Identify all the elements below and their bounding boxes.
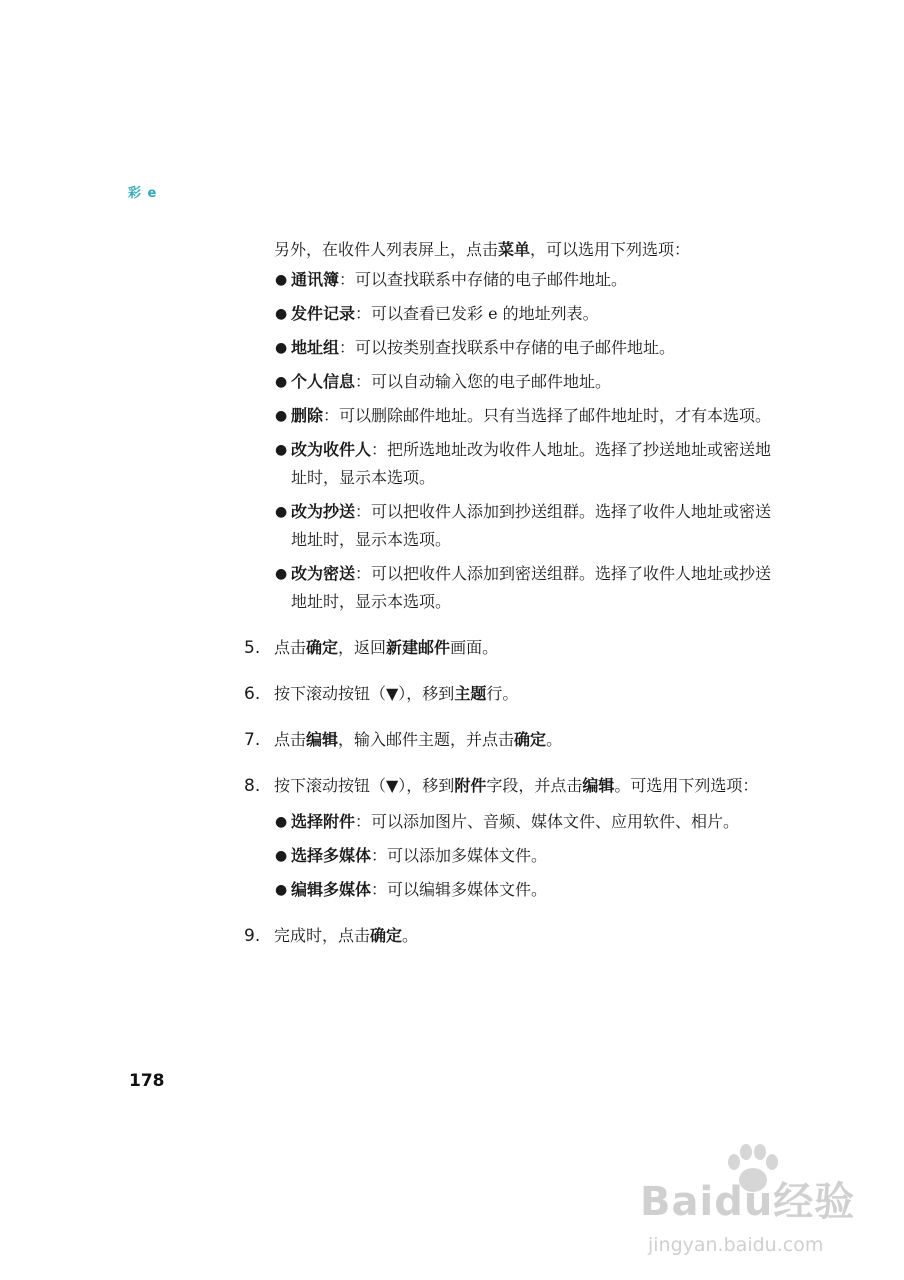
- intro-paragraph: [274, 236, 774, 266]
- list-item: ● 改为收件人：把所选地址改为收件人地址。选择了抄送地址或密送地址时，显示本选项。: [275, 436, 774, 492]
- intro-text-end: ，可以选用下列选项：: [530, 240, 691, 259]
- baidu-watermark: [640, 1140, 870, 1270]
- bullet-icon: ●: [275, 814, 288, 830]
- intro-menu-term: 菜单: [498, 240, 531, 259]
- list-item: ● 编辑多媒体：可以编辑多媒体文件。: [275, 876, 774, 904]
- bullet-icon: ●: [275, 566, 288, 582]
- bullet-icon: ●: [275, 306, 288, 322]
- bullet-icon: ●: [275, 340, 288, 356]
- bullet-icon: ●: [275, 442, 288, 458]
- bullet-icon: ●: [275, 408, 288, 424]
- bullet-icon: ●: [275, 504, 288, 520]
- list-item: ● 选择附件：可以添加图片、音频、媒体文件、应用软件、相片。: [275, 808, 774, 836]
- page-content: [244, 236, 774, 950]
- page-number: 178: [129, 1071, 165, 1091]
- step-6: 6. 按下滚动按钮（▼），移到主题行。: [244, 684, 519, 704]
- bullet-icon: ●: [275, 882, 288, 898]
- steps-list: [244, 634, 774, 950]
- step-9: 9. 完成时，点击确定。: [244, 926, 419, 946]
- intro-text: 另外，在收件人列表屏上，点击: [274, 240, 499, 259]
- watermark-logo: Baidu经验: [640, 1179, 856, 1225]
- list-item: ● 地址组：可以按类别查找联系中存储的电子邮件地址。: [275, 334, 774, 362]
- bullet-icon: ●: [275, 272, 288, 288]
- bullet-icon: ●: [275, 374, 288, 390]
- list-item: ● 删除：可以删除邮件地址。只有当选择了邮件地址时，才有本选项。: [275, 402, 774, 430]
- step-5: 5. 点击确定，返回新建邮件画面。: [244, 638, 499, 658]
- list-item: ● 选择多媒体：可以添加多媒体文件。: [275, 842, 774, 870]
- step-7: 7. 点击编辑，输入邮件主题，并点击确定。: [244, 730, 563, 750]
- list-item: ● 通讯簿：可以查找联系中存储的电子邮件地址。: [275, 266, 774, 294]
- step-8: 8. 按下滚动按钮（▼），移到附件字段，并点击编辑。可选用下列选项：: [244, 776, 759, 796]
- list-item: ● 发件记录：可以查看已发彩 e 的地址列表。: [275, 300, 774, 328]
- watermark-url: jingyan.baidu.com: [648, 1234, 824, 1256]
- list-item: ● 个人信息：可以自动输入您的电子邮件地址。: [275, 368, 774, 396]
- attachment-options-list: [275, 808, 774, 904]
- chapter-label: 彩 e: [128, 186, 158, 201]
- list-item: ● 改为密送：可以把收件人添加到密送组群。选择了收件人地址或抄送地址时，显示本选项。: [275, 560, 774, 616]
- list-item: ● 改为抄送：可以把收件人添加到抄送组群。选择了收件人地址或密送地址时，显示本选项。: [275, 498, 774, 554]
- recipient-options-list: [275, 266, 774, 616]
- bullet-icon: ●: [275, 848, 288, 864]
